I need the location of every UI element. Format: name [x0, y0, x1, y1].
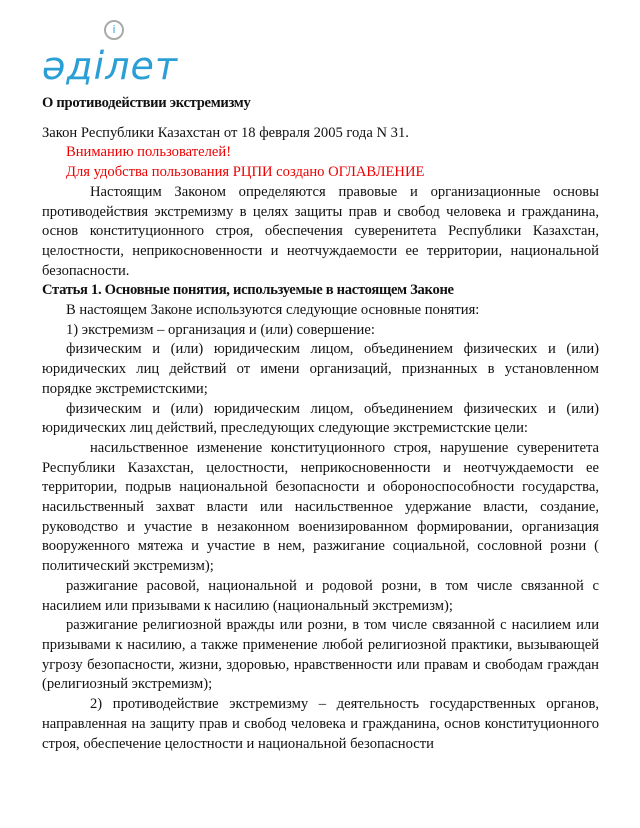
article-paragraph: В настоящем Законе используются следующие основные понятия: [66, 302, 480, 319]
logo-text: әділет [42, 44, 179, 88]
logo-info-icon: i [104, 20, 124, 40]
article-paragraph: разжигание религиозной вражды или розни, в том числе связанной с насилием или призывами к насилию, а также применение любой религиозной практики, вызывающей угрозу безопасности, жизни, здоровью, нравственности или правам и свободам граждан (религиозный экстремизм); [42, 617, 599, 693]
article-paragraph: физическим и (или) юридическим лицом, объединением физических и (или) юридических лиц действий от имени организаций, признанных в установленном порядке экстремистскими; [42, 341, 599, 397]
document-body [42, 94, 599, 754]
article-heading: Статья 1. Основные понятия, используемые в настоящем Законе [42, 282, 454, 299]
article-paragraph: 2) противодействие экстремизму – деятельность государственных органов, направленная на защиту прав и свобод человека и гражданина, основ конституционного строя, обеспечение целостности и национальной безопасности [42, 696, 599, 752]
table-of-contents-link[interactable]: Для удобства пользования РЦПИ создано ОГЛАВЛЕНИЕ [66, 164, 425, 181]
article-paragraph: насильственное изменение конституционного строя, нарушение суверенитета Республики Казахстан, целостности, неприкосновенности и неотчуждаемости ее территории, подрыв национальной безопасности и обороноспособности государства, насильственный захват власти или насильственное удержание власти, создание, руководство и участие в незаконном военизированном формировании, организация вооруженного мятежа и участие в нем, разжигание социальной, сословной розни ( политический экстремизм); [42, 439, 599, 575]
adilet-logo[interactable] [42, 23, 182, 90]
law-reference: Закон Республики Казахстан от 18 февраля 2005 года N 31. [42, 124, 409, 141]
document-title: О противодействии экстремизму [42, 95, 251, 111]
article-paragraph: физическим и (или) юридическим лицом, объединением физических и (или) юридических лиц действий, преследующих следующие экстремистские цели: [42, 400, 599, 437]
notice-users: Вниманию пользователей! [66, 144, 232, 161]
preamble: Настоящим Законом определяются правовые и организационные основы противодействия экстремизму в целях защиты прав и свобод человека и гражданина, основ конституционного строя, обеспечения суверенитета Республики Казахстан, целостности, неприкосновенности и неотчуждаемости ее территории, национальной безопасности. [42, 183, 599, 279]
article-paragraph: 1) экстремизм – организация и (или) совершение: [66, 321, 375, 338]
article-paragraph: разжигание расовой, национальной и родовой розни, в том числе связанной с насилием или призывами к насилию (национальный экстремизм); [42, 577, 599, 614]
